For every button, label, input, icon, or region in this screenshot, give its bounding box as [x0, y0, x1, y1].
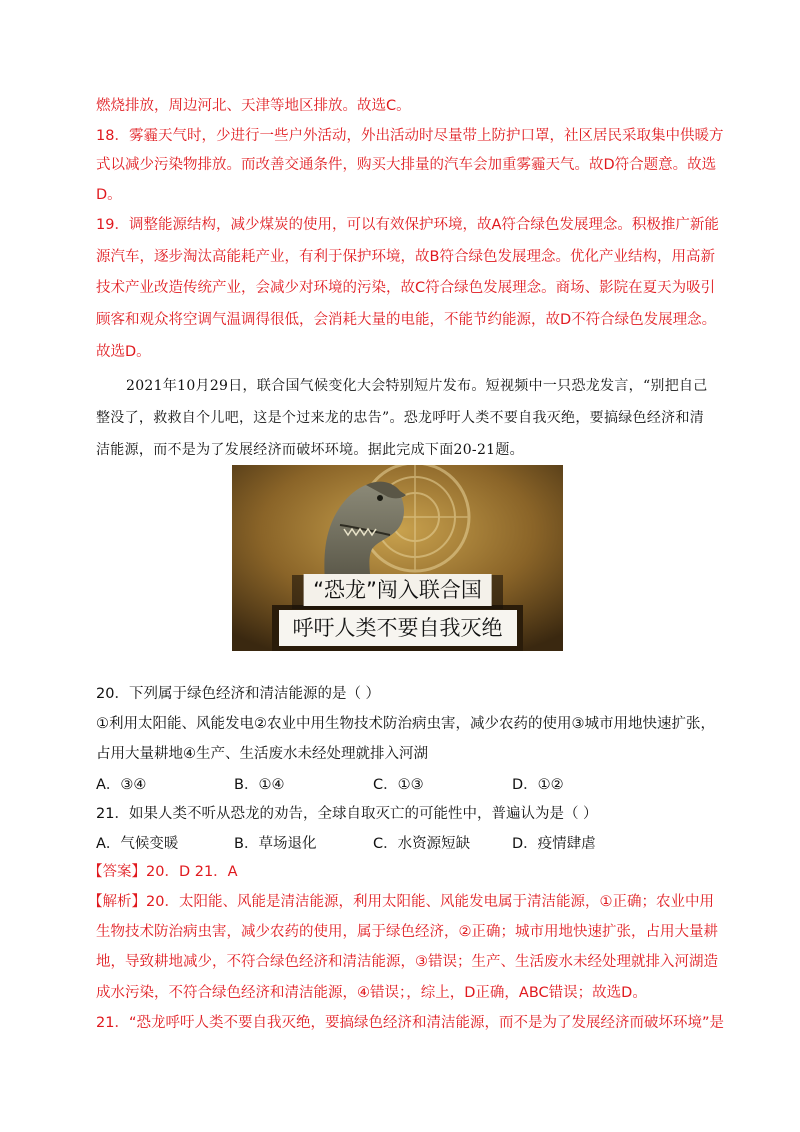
q20-option-d: D．①②: [512, 777, 564, 793]
q19-explanation-line: 19．调整能源结构，减少煤炭的使用，可以有效保护环境，故A符合绿色发展理念。积极推广新能: [96, 217, 719, 233]
figure-caption-top: “恐龙”闯入联合国: [303, 574, 492, 606]
explanation-line: 成水污染，不符合绿色经济和清洁能源，④错误；，综上，D正确，ABC错误；故选D。: [96, 985, 647, 1001]
q21-option-d: D．疫情肆虐: [512, 836, 596, 852]
q19-explanation-line: 顾客和观众将空调气温调得很低，会消耗大量的电能，不能节约能源，故D不符合绿色发展理念。: [96, 312, 717, 328]
answer-line: 【答案】20．D 21．A: [88, 864, 238, 880]
question-21: 21．如果人类不听从恐龙的劝告，全球自取灭亡的可能性中，普遍认为是（ ）: [96, 806, 598, 822]
q21-option-c: C．水资源短缺: [373, 836, 471, 852]
question-20-statements: ①利用太阳能、风能发电②农业中用生物技术防治病虫害，减少农药的使用③城市用地快速扩张，: [96, 716, 715, 732]
explanation-line: 生物技术防治病虫害，减少农药的使用，属于绿色经济，②正确；城市用地快速扩张，占用大量耕: [96, 924, 718, 940]
text-line: 燃烧排放，周边河北、天津等地区排放。故选C。: [96, 98, 411, 114]
passage-line: 洁能源，而不是为了发展经济而破坏环境。据此完成下面20-21题。: [96, 442, 524, 458]
explanation-line: 地，导致耕地减少，不符合绿色经济和清洁能源，③错误；生产、生活废水未经处理就排入河湖造: [96, 954, 718, 970]
q18-explanation-line: 18．雾霾天气时，少进行一些户外活动，外出活动时尽量带上防护口罩，社区居民采取集中供暖方: [96, 128, 724, 144]
q20-option-b: B．①④: [234, 777, 285, 793]
q20-option-c: C．①③: [373, 777, 424, 793]
passage-line: 2021年10月29日，联合国气候变化大会特别短片发布。短视频中一只恐龙发言，“别把自己: [126, 378, 708, 394]
question-20-statements: 占用大量耕地④生产、生活废水未经处理就排入河湖: [96, 746, 428, 762]
q21-option-a: A．气候变暖: [96, 836, 179, 852]
q19-explanation-line: 技术产业改造传统产业，会减少对环境的污染，故C符合绿色发展理念。商场、影院在夏天为吸引: [96, 280, 716, 296]
question-20: 20．下列属于绿色经济和清洁能源的是（ ）: [96, 686, 381, 702]
q20-option-a: A．③④: [96, 777, 147, 793]
q19-explanation-line: 故选D。: [96, 344, 151, 360]
figure-caption-bottom: 呼吁人类不要自我灭绝: [279, 610, 517, 646]
q18-explanation-line: D。: [96, 187, 122, 203]
explanation-line: 21．“恐龙呼吁人类不要自我灭绝，要搞绿色经济和清洁能源，而不是为了发展经济而破坏环境”是: [96, 1015, 724, 1031]
q18-explanation-line: 式以减少污染物排放。而改善交通条件，购买大排量的汽车会加重雾霾天气。故D符合题意。故选: [96, 157, 717, 173]
explanation-line: 【解析】20．太阳能、风能是清洁能源，利用太阳能、风能发电属于清洁能源，①正确；农业中用: [88, 894, 714, 910]
q21-option-b: B．草场退化: [234, 836, 317, 852]
q19-explanation-line: 源汽车，逐步淘汰高能耗产业，有利于保护环境，故B符合绿色发展理念。优化产业结构，用高新: [96, 249, 715, 265]
dinosaur-un-figure: [232, 465, 563, 651]
passage-line: 整没了，救救自个儿吧，这是个过来龙的忠告”。恐龙呼吁人类不要自我灭绝，要搞绿色经济和清: [96, 410, 705, 426]
